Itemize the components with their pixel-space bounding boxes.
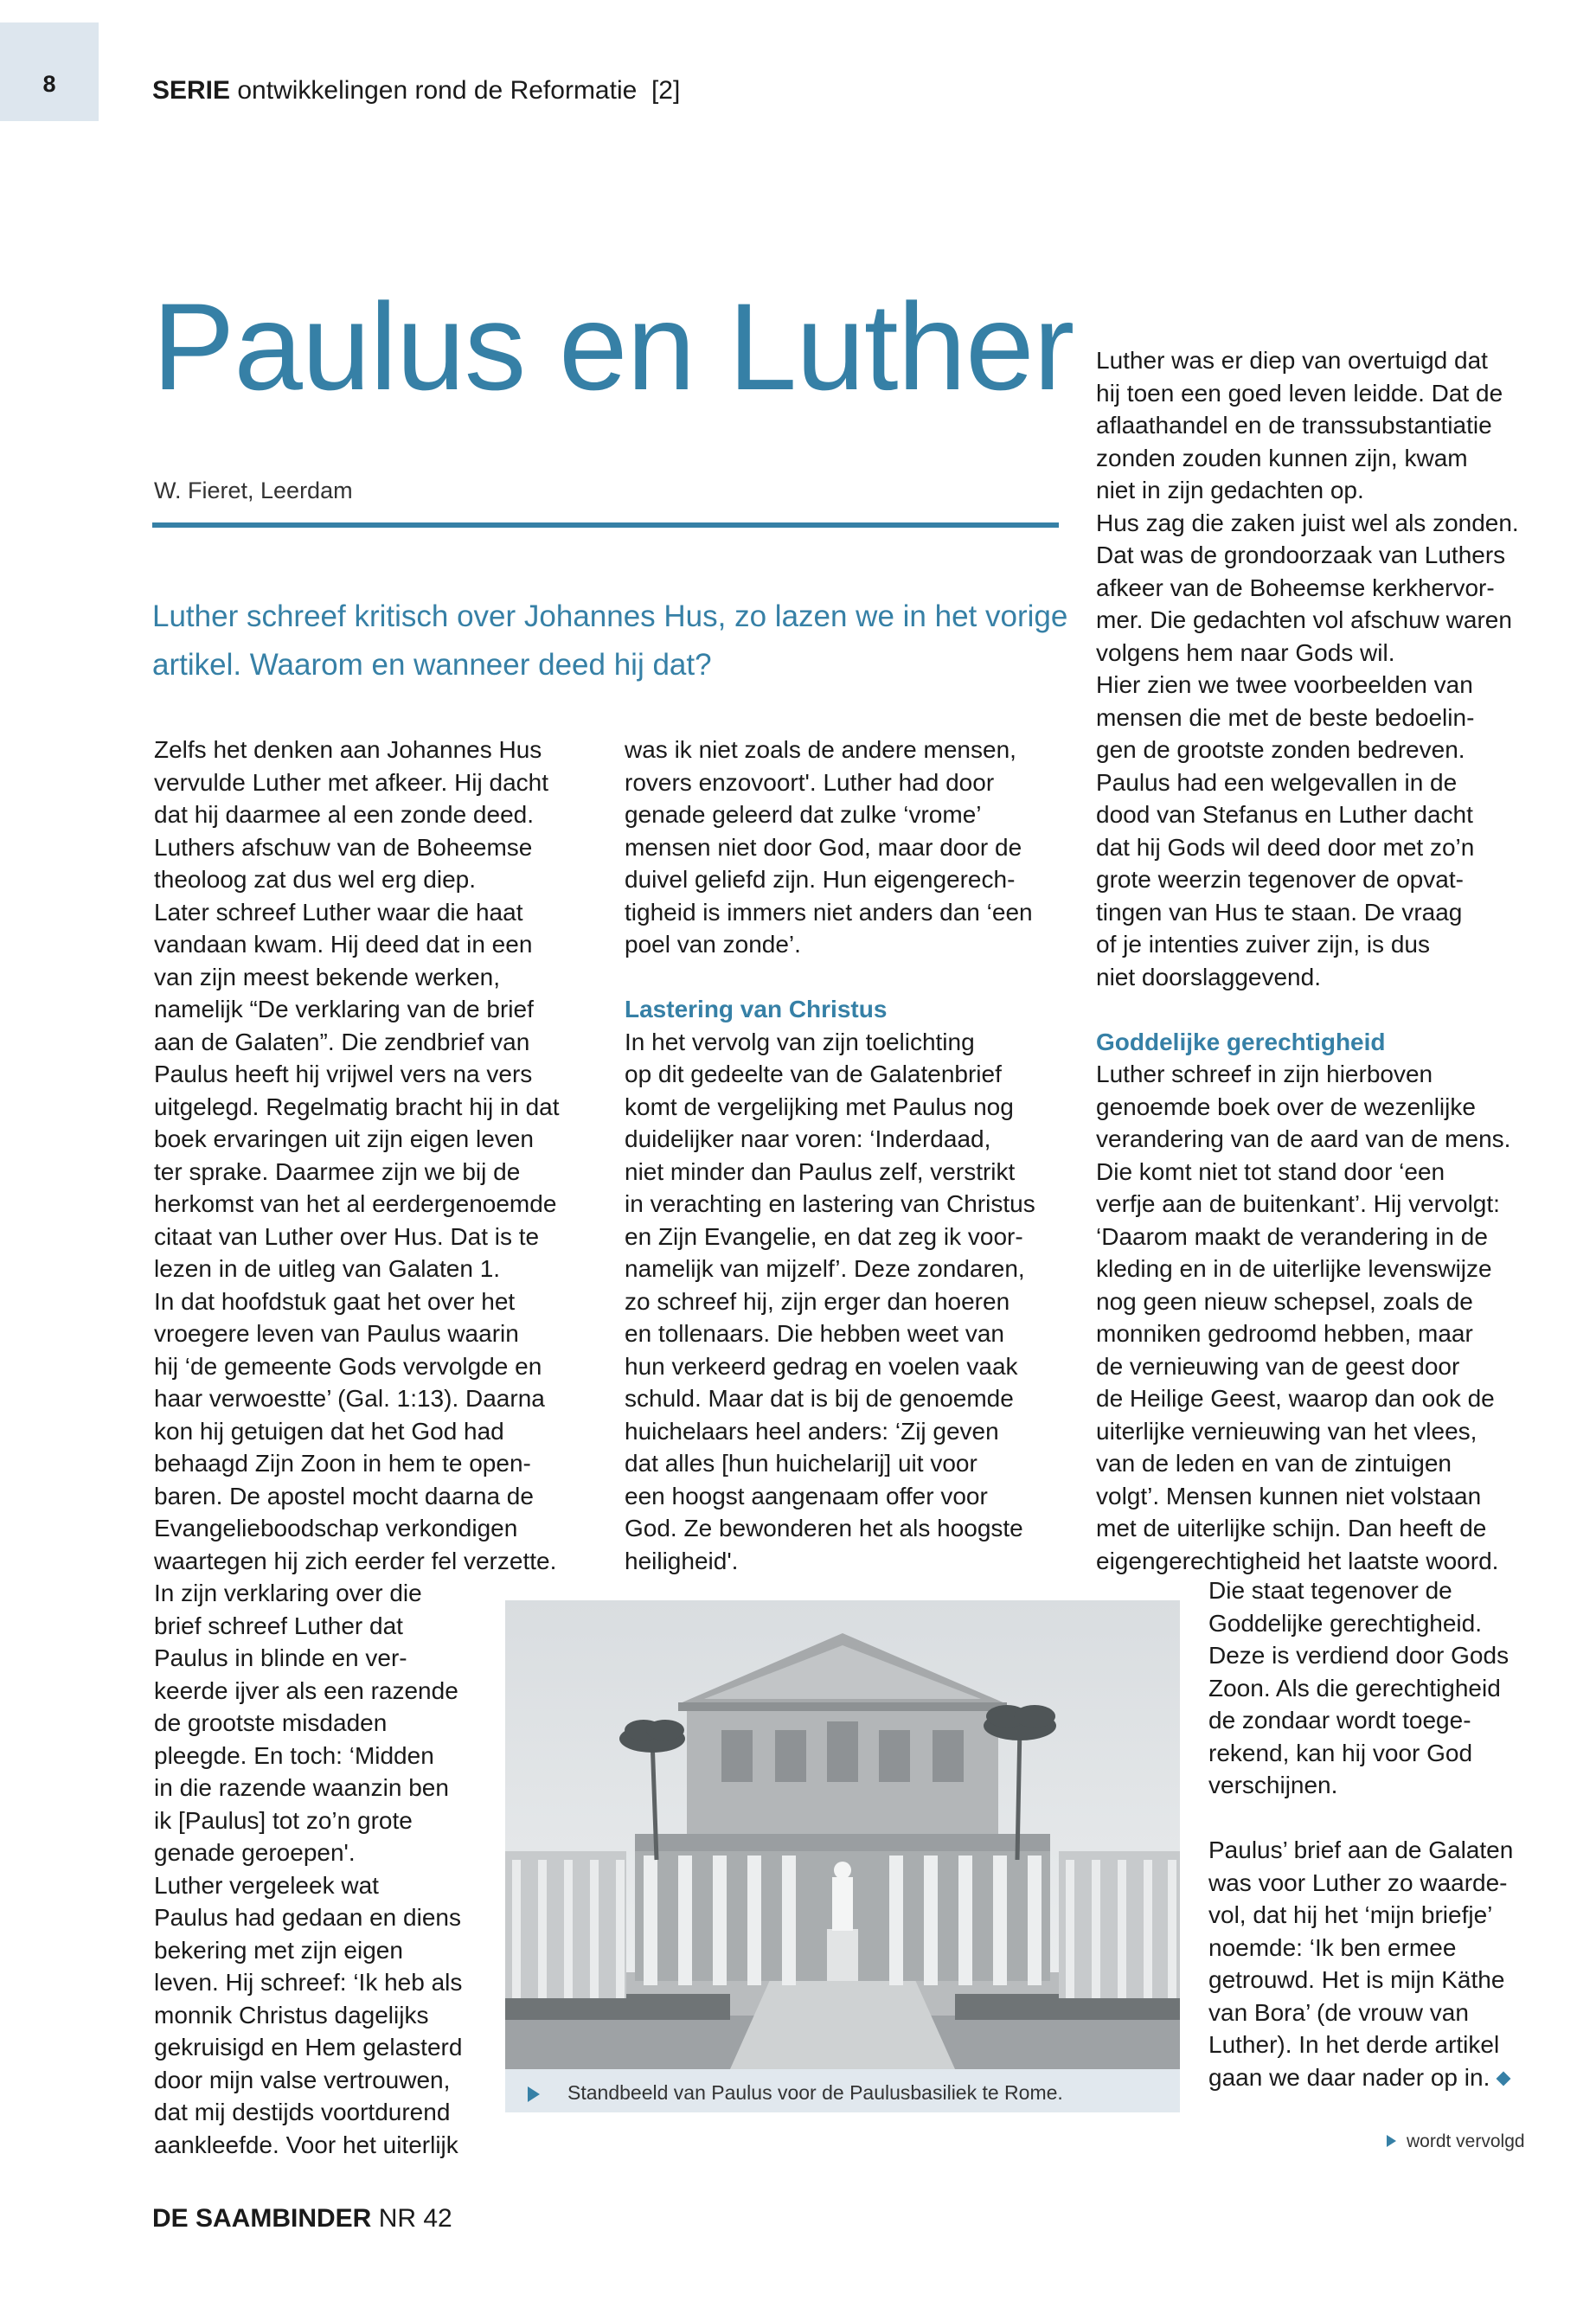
text-line: dat hij Gods wil deed door met zo’n [1096,833,1475,861]
text-line: leven. Hij schreef: ‘Ik heb als [154,1969,463,1996]
text-line: hij ‘de gemeente Gods vervolgde en [154,1352,542,1380]
text-line: ik [Paulus] tot zo’n grote [154,1806,413,1834]
text-line: citaat van Luther over Hus. Dat is te [154,1222,540,1250]
text-line: genade geleerd dat zulke ‘vrome’ [625,801,982,828]
section-heading-goddelijke: Goddelijke gerechtigheid [1096,1028,1386,1055]
text-line: in die razende waanzin ben [154,1774,449,1801]
footer [152,2204,452,2234]
text-line: ‘Daarom maakt de verandering in de [1096,1222,1488,1250]
page-number: 8 [42,71,56,97]
series-label: SERIE [152,76,231,105]
text-line: afkeer van de Boheemse kerkhervor- [1096,574,1495,601]
text-line: gekruisigd en Hem gelasterd [154,2034,463,2061]
text-line: Zelfs het denken aan Johannes Hus [154,736,542,763]
text-line: en Zijn Evangelie, en dat zeg ik voor- [625,1222,1023,1250]
text-line: Paulus had gedaan en diens [154,1904,461,1931]
column-3-text-continued [1096,1058,1546,1577]
text-line: brief schreef Luther dat [154,1612,403,1639]
text-line: mer. Die gedachten vol afschuw waren [1096,606,1512,633]
text-line: namelijk van mijzelf’. Deze zondaren, [625,1255,1025,1282]
text-line: volgens hem naar Gods wil. [1096,638,1395,666]
text-line: In zijn verklaring over die [154,1580,422,1606]
text-line: vandaan kwam. Hij deed dat in een [154,931,533,958]
text-line: Luther schreef in zijn hierboven [1096,1061,1433,1087]
series-header [152,76,680,106]
text-line: Zoon. Als die gerechtigheid [1208,1674,1501,1702]
text-line: van zijn meest bekende werken, [154,963,500,990]
text-line: genoemde boek over de wezenlijke [1096,1093,1476,1120]
text-line: dood van Stefanus en Luther dacht [1096,801,1473,828]
text-line: van de leden en van de zintuigen [1096,1450,1452,1477]
text-line: Hus zag die zaken juist wel als zonden. [1096,509,1519,536]
text-line: kleding en in de uiterlijke levenswijze [1096,1255,1492,1282]
text-line: Die staat tegenover de [1208,1577,1452,1604]
text-line: gen de grootste zonden bedreven. [1096,736,1465,763]
text-line: heiligheid'. [625,1547,739,1574]
text-line: Luthers afschuw van de Boheemse [154,833,533,861]
text-line: poel van zonde’. [625,931,801,958]
text-line: tingen van Hus te staan. De vraag [1096,898,1463,926]
text-line: of je intenties zuiver zijn, is dus [1096,931,1430,958]
text-line: bekering met zijn eigen [154,1936,403,1964]
text-line: van Bora’ (de vrouw van [1208,1998,1469,2026]
text-line: verfje aan de buitenkant’. Hij vervolgt: [1096,1190,1500,1217]
text-line: Luther). In het derde artikel [1208,2031,1500,2058]
text-line: In dat hoofdstuk gaat het over het [154,1287,516,1315]
text-line: mensen niet door God, maar door de [625,833,1022,861]
end-mark-icon [1497,2071,1511,2086]
text-line: verandering van de aard van de mens. [1096,1125,1511,1152]
text-line: Later schreef Luther waar die haat [154,898,523,926]
title-divider [152,522,1059,528]
continued-note: wordt vervolgd [1407,2131,1525,2151]
text-line: een hoogst aangenaam offer voor [625,1482,988,1509]
column-2-text [625,734,1066,961]
text-line: niet in zijn gedachten op. [1096,477,1364,503]
text-line: Deze is verdiend door Gods [1208,1642,1509,1669]
text-line: duidelijker naar voren: ‘Inderdaad, [625,1125,991,1152]
text-line: gaan we daar nader op in. [1208,2061,1546,2094]
column-3-closing-text [1208,1834,1546,2093]
text-line: zo schreef hij, zijn erger dan hoeren [625,1287,1010,1315]
footer-publication: DE SAAMBINDER [152,2204,372,2233]
text-line: aankleefde. Voor het uiterlijk [154,2131,458,2158]
body-column-3-narrow [1208,1574,1546,2093]
text-line: herkomst van het al eerdergenoemde [154,1190,557,1217]
text-line: in verachting en lastering van Christus [625,1190,1035,1217]
caption-arrow-icon [528,2086,540,2102]
text-line: In het vervolg van zijn toelichting [625,1028,975,1055]
text-line: rekend, kan hij voor God [1208,1739,1473,1766]
text-line: huichelaars heel anders: ‘Zij geven [625,1417,999,1445]
continued-arrow-icon [1387,2135,1396,2147]
text-line: monniken gedroomd hebben, maar [1096,1320,1473,1347]
text-line: nog geen nieuw schepsel, zoals de [1096,1287,1473,1315]
text-line: haar verwoestte’ (Gal. 1:13). Daarna [154,1385,545,1412]
footer-issue: NR 42 [378,2204,452,2233]
text-line: dat alles [hun huichelarij] uit voor [625,1450,977,1477]
text-line: getrouwd. Het is mijn Käthe [1208,1966,1505,1993]
text-line: rovers enzovoort'. Luther had door [625,768,995,796]
text-line: de zondaar wordt toege- [1208,1707,1471,1734]
text-line: Paulus had een welgevallen in de [1096,768,1458,796]
text-line: Luther was er diep van overtuigd dat [1096,347,1488,374]
text-line: tigheid is immers niet anders dan ‘een [625,898,1033,926]
text-line: de grootste misdaden [154,1709,388,1736]
text-line: was voor Luther zo waarde- [1208,1868,1508,1896]
text-line: de Heilige Geest, waarop dan ook de [1096,1385,1495,1412]
column-3-narrow-text [1208,1574,1546,1802]
text-line: Dat was de grondoorzaak van Luthers [1096,542,1506,568]
text-line: lezen in de uitleg van Galaten 1. [154,1255,501,1282]
text-line: waartegen hij zich eerder fel verzette. [154,1547,557,1574]
text-line: Paulus’ brief aan de Galaten [1208,1836,1514,1863]
basilica-photo [505,1600,1180,2069]
text-line: genade geroepen'. [154,1839,356,1866]
text-line: komt de vergelijking met Paulus nog [625,1093,1014,1120]
text-line: kon hij getuigen dat het God had [154,1417,504,1445]
series-text: ontwikkelingen rond de Reformatie [2] [237,76,681,105]
text-line: eigengerechtigheid het laatste woord. [1096,1547,1499,1574]
text-line: was ik niet zoals de andere mensen, [625,736,1016,763]
text-line: zonden zouden kunnen zijn, kwam [1096,444,1468,471]
text-line: vol, dat hij het ‘mijn briefje’ [1208,1901,1493,1928]
text-line: Luther vergeleek wat [154,1871,379,1899]
text-line: uiterlijke vernieuwing van het vlees, [1096,1417,1477,1445]
text-line: God. Ze bewonderen het als hoogste [625,1515,1023,1541]
article-author: W. Fieret, Leerdam [154,478,353,503]
text-line: schuld. Maar dat is bij de genoemde [625,1385,1014,1412]
text-line: hun verkeerd gedrag en voelen vaak [625,1352,1018,1380]
text-line: met de uiterlijke schijn. Dan heeft de [1096,1515,1487,1541]
body-column-2 [625,734,1066,1577]
figure-caption: Standbeeld van Paulus voor de Paulusbasiliek te Rome. [567,2081,1063,2104]
text-line: duivel geliefd zijn. Hun eigengerech- [625,866,1016,893]
text-line: niet doorslaggevend. [1096,963,1321,990]
text-line: monnik Christus dagelijks [154,2001,429,2029]
text-line: grote weerzin tegenover de opvat- [1096,866,1464,893]
column-2-text-continued [625,1026,1066,1578]
text-line: namelijk “De verklaring van de brief [154,996,534,1022]
text-line: hij toen een goed leven leidde. Dat de [1096,379,1503,407]
text-line: aflaathandel en de transsubstantiatie [1096,412,1492,439]
text-line: Paulus heeft hij vrijwel vers na vers [154,1061,533,1087]
text-line: op dit gedeelte van de Galatenbrief [625,1061,1002,1087]
text-line: keerde ijver als een razende [154,1676,458,1704]
text-line: vroegere leven van Paulus waarin [154,1320,519,1347]
section-heading-lastering: Lastering van Christus [625,996,888,1022]
text-line: Paulus in blinde en ver- [154,1644,407,1671]
text-line: volgt’. Mensen kunnen niet volstaan [1096,1482,1482,1509]
text-line: baren. De apostel mocht daarna de [154,1482,534,1509]
text-line: dat mij destijds voortdurend [154,2099,451,2125]
text-line: boek ervaringen uit zijn eigen leven [154,1125,534,1152]
article-intro: Luther schreef kritisch over Johannes Hus, zo lazen we in het vorige artikel. Waarom en wanneer deed hij dat? [152,599,1068,682]
body-column-3 [1096,344,1546,1577]
text-line: mensen die met de beste bedoelin- [1096,703,1475,731]
text-line: dat hij daarmee al een zonde deed. [154,801,534,828]
text-line: door mijn valse vertrouwen, [154,2066,451,2093]
text-line: behaagd Zijn Zoon in hem te open- [154,1450,531,1477]
text-line: Die komt niet tot stand door ‘een [1096,1157,1445,1185]
text-line: niet minder dan Paulus zelf, verstrikt [625,1157,1016,1185]
text-line: Hier zien we twee voorbeelden van [1096,671,1473,698]
text-line: ter sprake. Daarmee zijn we bij de [154,1157,521,1185]
text-line: vervulde Luther met afkeer. Hij dacht [154,768,549,796]
text-line: noemde: ‘Ik ben ermee [1208,1933,1457,1961]
text-line: uitgelegd. Regelmatig bracht hij in dat [154,1093,560,1120]
article-title: Paulus en Luther [152,279,1074,416]
text-line: de vernieuwing van de geest door [1096,1352,1460,1380]
text-line: pleegde. En toch: ‘Midden [154,1741,434,1769]
text-line: verschijnen. [1208,1772,1338,1798]
text-line: Evangelieboodschap verkondigen [154,1515,518,1541]
text-line: theoloog zat dus wel erg diep. [154,866,477,893]
text-line: Goddelijke gerechtigheid. [1208,1609,1482,1637]
text-line: en tollenaars. Die hebben weet van [625,1320,1004,1347]
column-3-text [1096,344,1546,993]
text-line: aan de Galaten”. Die zendbrief van [154,1028,530,1055]
